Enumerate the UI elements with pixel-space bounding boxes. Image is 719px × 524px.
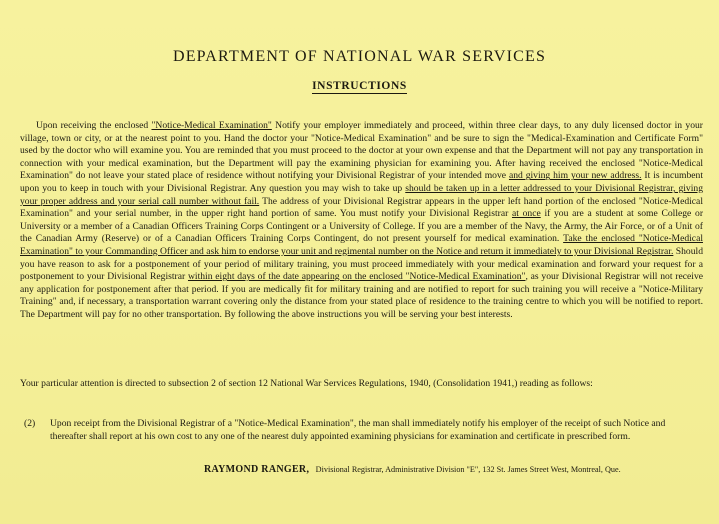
- segment-underlined: and giving him your new address.: [508, 170, 642, 182]
- signature-line: [204, 464, 704, 475]
- subheading-text: INSTRUCTIONS: [312, 80, 407, 92]
- signatory-name: RAYMOND RANGER,: [204, 464, 310, 475]
- regulation-number: (2): [24, 418, 36, 429]
- segment: The address of your Divisional Registrar appears in the upper left hand portion of the enclosed "Notice-Medical Examination" and your serial number, in the upper right hand portion of same. You must notify your Divisional Registrar: [20, 195, 703, 220]
- segment-underlined: at once: [511, 208, 541, 220]
- segment: It is incumbent upon you to keep in touch with your Divisional Registrar. Any question you may wish to take up: [20, 170, 703, 194]
- quoted-regulation: [24, 418, 703, 443]
- segment: Upon receiving the enclosed: [36, 120, 152, 131]
- segment-underlined: should be taken up in a letter addressed to your Divisional Registrar, giving your proper address and your serial call number without fail.: [20, 182, 703, 207]
- instructions-paragraph: [20, 120, 703, 322]
- segment: Notify your employer immediately and proceed, within three clear days, to any duly licensed doctor in your village, town or city, or at the nearest point to you. Hand the doctor your "Notice-Medical Examination" and be sure to sign the "Medical-Examination and Certificate Form" used by the doctor who will examine you. You are reminded that you must proceed to the doctor at your own expense and that the Department will not pay any transportation in connection with your medical examination, but the Department will pay the examining physician for examining you. After having received the enclosed "Notice-Medical Examination" do not leave your stated place of residence without notifying your Divisional Registrar of your intended move: [20, 120, 703, 182]
- segment-underlined: within eight days of the date appearing on the enclosed "Notice-Medical Examination": [187, 271, 526, 283]
- document-heading: DEPARTMENT OF NATIONAL WAR SERVICES: [172, 48, 547, 65]
- instructions-subheading: [0, 80, 719, 92]
- attention-note: Your particular attention is directed to subsection 2 of section 12 National War Services Regulations, 1940, (Consolidation 1941,) reading as follows:: [20, 378, 593, 389]
- segment: if you are a student at some College or University or a member of a Canadian Officers Training Corps Contingent or a University of College. If you are a member of the Navy, the Army, the Air Force, or of a Unit of the Canadian Army (Reserve) or of a Canadian Officers Training Corps Contingent, do not present yourself for medical examination.: [20, 208, 704, 245]
- instructions-body: [20, 120, 703, 322]
- regulation-text: Upon receipt from the Divisional Registrar of a "Notice-Medical Examination", the man shall immediately notify his employer of the receipt of such Notice and thereafter shall report at his own cost to any one of the nearest duly appointed examining physicians for examination and certificate in prescribed form.: [50, 418, 666, 442]
- segment-underlined: Take the enclosed "Notice-Medical Examination" to your Commanding Officer and ask him to endorse your unit and regimental number on the Notice and return it immediately to your Divisional Registrar.: [20, 233, 703, 257]
- segment: , as your Divisional Registrar will not receive any application for postponement after that period. If you are medically fit for military training and are notified to report for such training you will receive a "Notice-Military Training" and, if necessary, a transportation warrant covering only the distance from your stated place of residence to the training centre to which you will be notified to report. The Department will pay for no other transportation. By following the above instructions you will be serving your best interests.: [20, 271, 703, 320]
- signatory-title: Divisional Registrar, Administrative Division "E", 132 St. James Street West, Montreal, Que.: [315, 465, 621, 474]
- segment-underlined: "Notice-Medical Examination": [151, 120, 272, 131]
- segment: Should you have reason to ask for a postponement of your period of military training, you must proceed immediately with your medical examination and forward your request for a postponement to your Divisional Registrar: [20, 245, 703, 283]
